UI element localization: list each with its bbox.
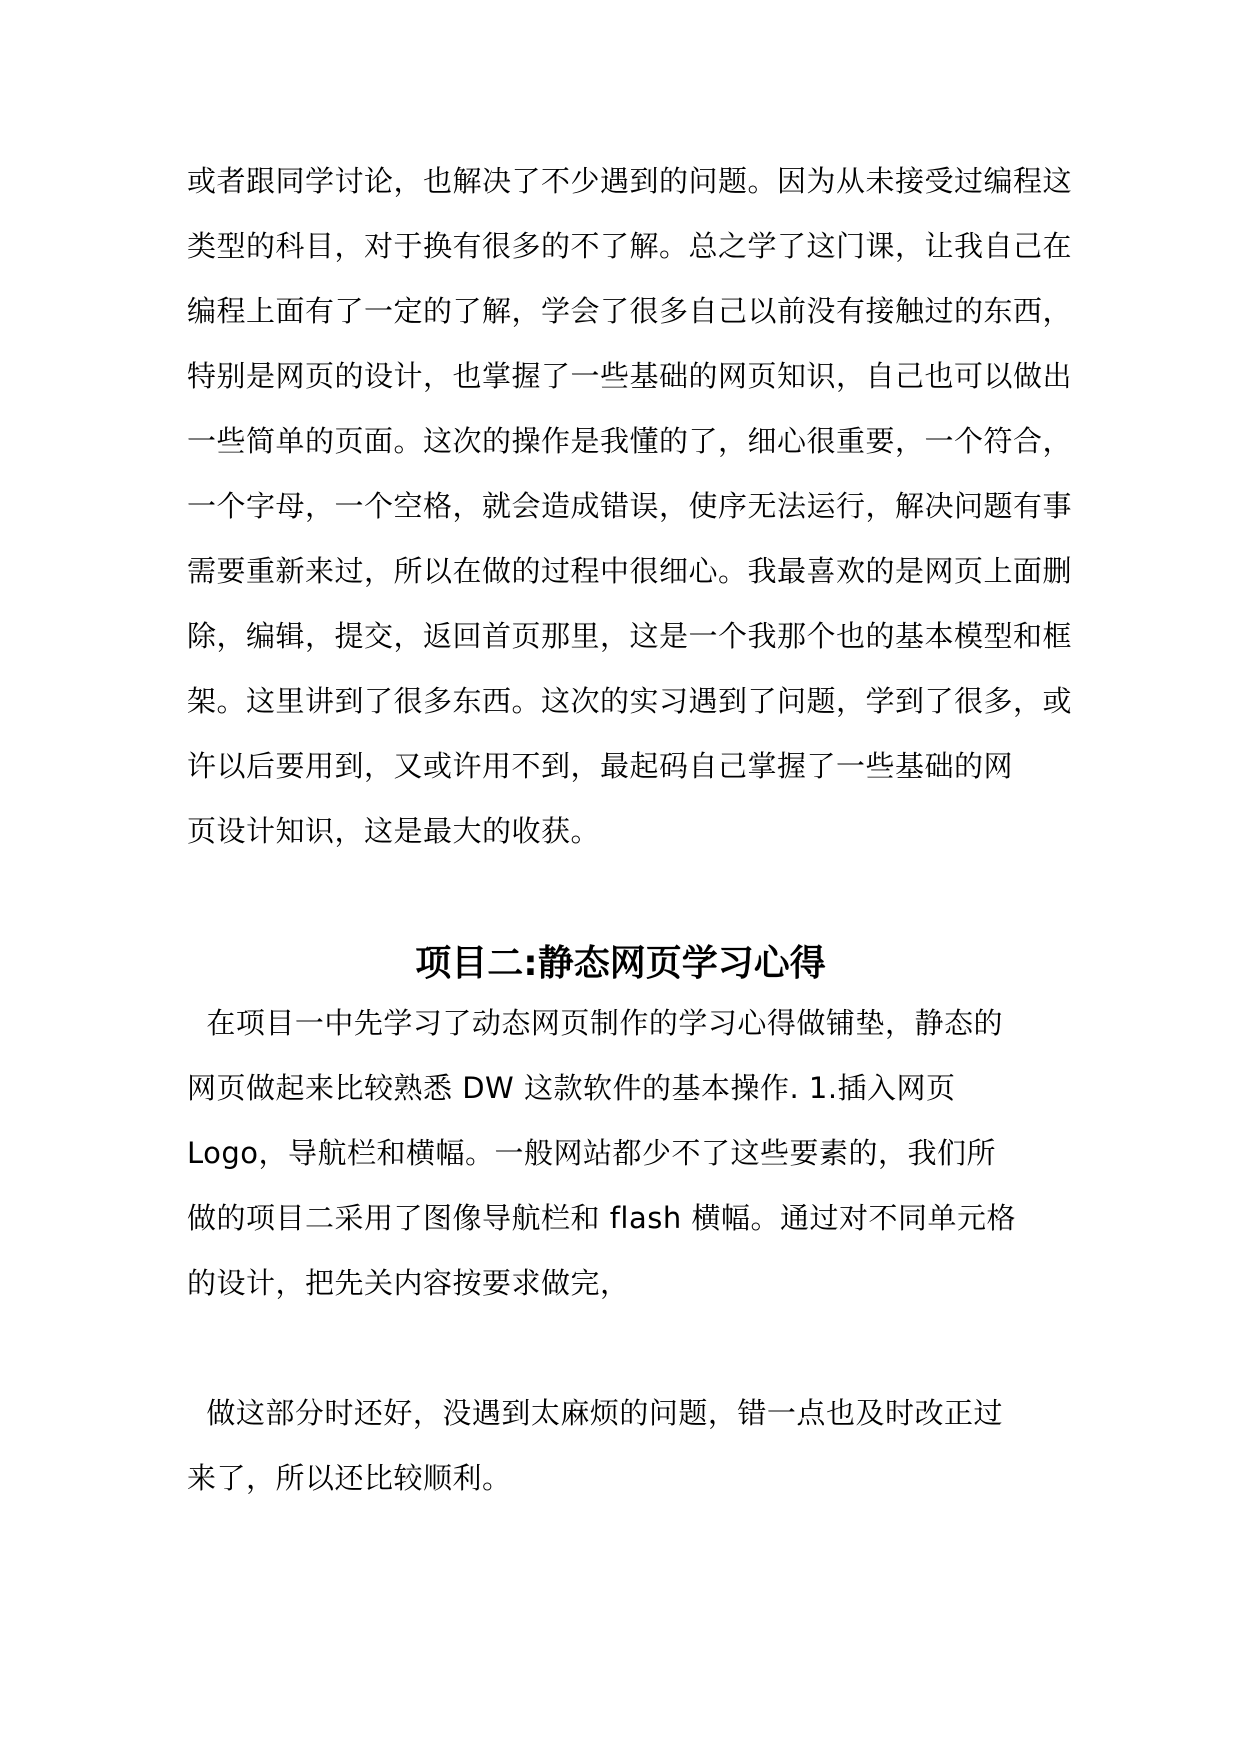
paragraph-3-line: 做这部分时还好，没遇到太麻烦的问题，错一点也及时改正过 xyxy=(187,1396,1003,1430)
paragraph-2-line: Logo，导航栏和横幅。一般网站都少不了这些要素的，我们所 xyxy=(187,1136,997,1170)
paragraph-1-line: 需要重新来过，所以在做的过程中很细心。我最喜欢的是网页上面删 xyxy=(187,554,1073,588)
paragraph-1-line: 特别是网页的设计，也掌握了一些基础的网页知识，自己也可以做出 xyxy=(187,359,1073,393)
paragraph-1-line: 许以后要用到，又或许用不到，最起码自己掌握了一些基础的网 xyxy=(187,749,1014,783)
paragraph-2-line: 做的项目二采用了图像导航栏和 flash 横幅。通过对不同单元格 xyxy=(187,1201,1016,1235)
paragraph-1-line: 编程上面有了一定的了解，学会了很多自己以前没有接触过的东西， xyxy=(187,294,1073,328)
paragraph-2-line: 网页做起来比较熟悉 DW 这款软件的基本操作. 1.插入网页 xyxy=(187,1071,956,1105)
paragraph-2-line: 的设计，把先关内容按要求做完， xyxy=(187,1266,630,1300)
paragraph-1-line: 一些简单的页面。这次的操作是我懂的了，细心很重要，一个符合， xyxy=(187,424,1073,458)
paragraph-1-line: 除，编辑，提交，返回首页那里，这是一个我那个也的基本模型和框 xyxy=(187,619,1073,653)
section-heading: 项目二:静态网页学习心得 xyxy=(415,943,826,984)
paragraph-1-line: 页设计知识，这是最大的收获。 xyxy=(187,814,601,848)
paragraph-1-line: 类型的科目，对于换有很多的不了解。总之学了这门课，让我自己在 xyxy=(187,229,1073,263)
paragraph-3-line: 来了，所以还比较顺利。 xyxy=(187,1461,512,1495)
paragraph-1-line: 一个字母，一个空格，就会造成错误，使序无法运行，解决问题有事 xyxy=(187,489,1073,523)
paragraph-1-line: 或者跟同学讨论，也解决了不少遇到的问题。因为从未接受过编程这 xyxy=(187,164,1073,198)
paragraph-1-line: 架。这里讲到了很多东西。这次的实习遇到了问题，学到了很多，或 xyxy=(187,684,1073,718)
paragraph-2-line: 在项目一中先学习了动态网页制作的学习心得做铺垫，静态的 xyxy=(187,1006,1003,1040)
